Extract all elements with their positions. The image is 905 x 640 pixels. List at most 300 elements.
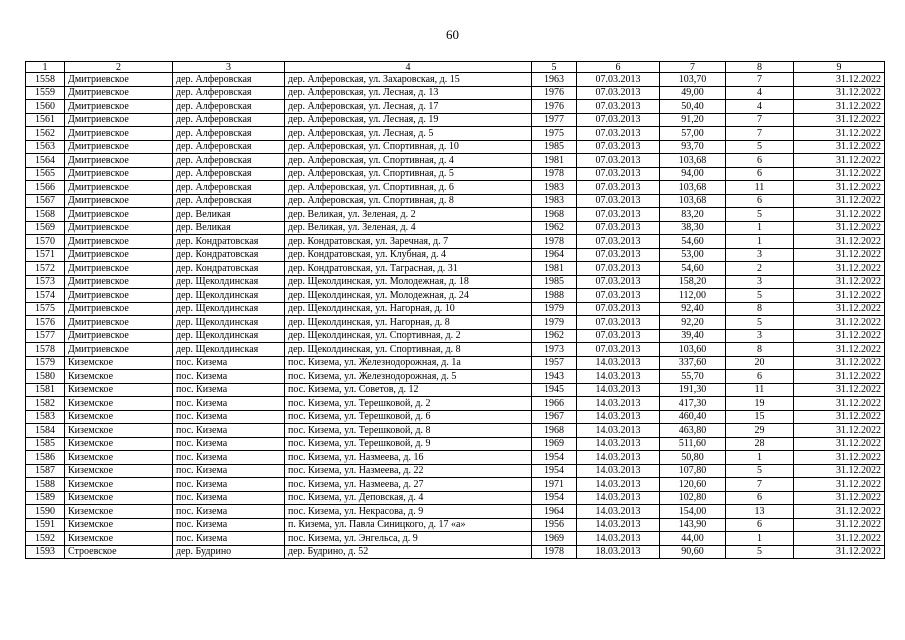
- cell-deadline: 31.12.2022: [794, 370, 885, 384]
- cell-settlement: Дмитриевское: [65, 221, 173, 235]
- cell-date: 07.03.2013: [577, 140, 660, 154]
- cell-date: 07.03.2013: [577, 194, 660, 208]
- table-row: [26, 424, 885, 438]
- cell-number: 1593: [26, 545, 65, 559]
- cell-area: 463,80: [660, 424, 726, 438]
- cell-year: 1983: [532, 194, 577, 208]
- cell-locality: дер. Алферовская: [173, 127, 285, 141]
- cell-address: дер. Алферовская, ул. Лесная, д. 13: [285, 86, 532, 100]
- cell-number: 1590: [26, 505, 65, 519]
- cell-area: 38,30: [660, 221, 726, 235]
- cell-settlement: Дмитриевское: [65, 167, 173, 181]
- cell-area: 103,68: [660, 181, 726, 195]
- cell-deadline: 31.12.2022: [794, 73, 885, 87]
- cell-address: дер. Алферовская, ул. Спортивная, д. 5: [285, 167, 532, 181]
- cell-deadline: 31.12.2022: [794, 181, 885, 195]
- cell-area: 54,60: [660, 262, 726, 276]
- cell-settlement: Строевское: [65, 545, 173, 559]
- cell-area: 50,80: [660, 451, 726, 465]
- cell-deadline: 31.12.2022: [794, 545, 885, 559]
- cell-year: 1968: [532, 208, 577, 222]
- table-row: [26, 113, 885, 127]
- cell-settlement: Дмитриевское: [65, 181, 173, 195]
- cell-residents: 7: [726, 127, 794, 141]
- table-row: [26, 343, 885, 357]
- cell-address: пос. Кизема, ул. Терешковой, д. 6: [285, 410, 532, 424]
- page-number: 60: [446, 27, 459, 42]
- cell-area: 92,40: [660, 302, 726, 316]
- cell-settlement: Дмитриевское: [65, 86, 173, 100]
- cell-area: 417,30: [660, 397, 726, 411]
- cell-residents: 15: [726, 410, 794, 424]
- cell-number: 1580: [26, 370, 65, 384]
- cell-number: 1568: [26, 208, 65, 222]
- cell-area: 50,40: [660, 100, 726, 114]
- table-row: [26, 154, 885, 168]
- cell-deadline: 31.12.2022: [794, 302, 885, 316]
- cell-address: дер. Алферовская, ул. Спортивная, д. 6: [285, 181, 532, 195]
- cell-address: дер. Кондратовская, ул. Тагрaсная, д. 31: [285, 262, 532, 276]
- cell-area: 91,20: [660, 113, 726, 127]
- cell-year: 1964: [532, 248, 577, 262]
- cell-date: 07.03.2013: [577, 73, 660, 87]
- cell-address: пос. Кизема, ул. Назмеева, д. 27: [285, 478, 532, 492]
- cell-year: 1954: [532, 451, 577, 465]
- cell-deadline: 31.12.2022: [794, 289, 885, 303]
- cell-settlement: Киземское: [65, 464, 173, 478]
- cell-number: 1567: [26, 194, 65, 208]
- cell-address: пос. Кизема, ул. Назмеева, д. 16: [285, 451, 532, 465]
- cell-number: 1562: [26, 127, 65, 141]
- cell-date: 14.03.2013: [577, 383, 660, 397]
- cell-address: п. Кизема, ул. Павла Синицкого, д. 17 «а»: [285, 518, 532, 532]
- cell-locality: пос. Кизема: [173, 410, 285, 424]
- cell-settlement: Киземское: [65, 410, 173, 424]
- cell-residents: 1: [726, 532, 794, 546]
- cell-area: 337,60: [660, 356, 726, 370]
- cell-settlement: Дмитриевское: [65, 343, 173, 357]
- cell-locality: пос. Кизема: [173, 370, 285, 384]
- cell-locality: дер. Щеколдинская: [173, 289, 285, 303]
- cell-address: дер. Алферовская, ул. Лесная, д. 5: [285, 127, 532, 141]
- cell-settlement: Дмитриевское: [65, 100, 173, 114]
- table-row: [26, 451, 885, 465]
- table-row: [26, 410, 885, 424]
- cell-date: 07.03.2013: [577, 262, 660, 276]
- cell-area: 93,70: [660, 140, 726, 154]
- cell-date: 07.03.2013: [577, 316, 660, 330]
- column-header: 9: [794, 62, 885, 73]
- cell-address: пос. Кизема, ул. Терешковой, д. 2: [285, 397, 532, 411]
- cell-year: 1968: [532, 424, 577, 438]
- cell-number: 1573: [26, 275, 65, 289]
- cell-residents: 28: [726, 437, 794, 451]
- table-row: [26, 194, 885, 208]
- cell-deadline: 31.12.2022: [794, 100, 885, 114]
- cell-residents: 7: [726, 113, 794, 127]
- cell-address: дер. Щеколдинская, ул. Нагорная, д. 10: [285, 302, 532, 316]
- cell-date: 07.03.2013: [577, 127, 660, 141]
- cell-deadline: 31.12.2022: [794, 221, 885, 235]
- cell-locality: пос. Кизема: [173, 464, 285, 478]
- table-row: [26, 302, 885, 316]
- cell-locality: пос. Кизема: [173, 437, 285, 451]
- cell-date: 07.03.2013: [577, 113, 660, 127]
- cell-locality: дер. Будрино: [173, 545, 285, 559]
- cell-area: 39,40: [660, 329, 726, 343]
- cell-year: 1964: [532, 505, 577, 519]
- cell-residents: 6: [726, 518, 794, 532]
- cell-area: 83,20: [660, 208, 726, 222]
- cell-date: 14.03.2013: [577, 478, 660, 492]
- cell-locality: пос. Кизема: [173, 451, 285, 465]
- cell-area: 154,00: [660, 505, 726, 519]
- cell-deadline: 31.12.2022: [794, 451, 885, 465]
- cell-deadline: 31.12.2022: [794, 113, 885, 127]
- cell-area: 120,60: [660, 478, 726, 492]
- cell-deadline: 31.12.2022: [794, 410, 885, 424]
- cell-residents: 19: [726, 397, 794, 411]
- cell-settlement: Киземское: [65, 397, 173, 411]
- cell-year: 1969: [532, 437, 577, 451]
- cell-number: 1564: [26, 154, 65, 168]
- cell-number: 1578: [26, 343, 65, 357]
- cell-year: 1956: [532, 518, 577, 532]
- cell-date: 14.03.2013: [577, 356, 660, 370]
- cell-year: 1985: [532, 275, 577, 289]
- cell-locality: дер. Алферовская: [173, 100, 285, 114]
- cell-deadline: 31.12.2022: [794, 464, 885, 478]
- cell-address: дер. Великая, ул. Зеленая, д. 4: [285, 221, 532, 235]
- cell-date: 07.03.2013: [577, 289, 660, 303]
- column-header: 2: [65, 62, 173, 73]
- cell-date: 14.03.2013: [577, 532, 660, 546]
- cell-deadline: 31.12.2022: [794, 437, 885, 451]
- cell-locality: пос. Кизема: [173, 424, 285, 438]
- cell-year: 1977: [532, 113, 577, 127]
- column-header: 1: [26, 62, 65, 73]
- cell-number: 1577: [26, 329, 65, 343]
- cell-locality: дер. Алферовская: [173, 181, 285, 195]
- table-row: [26, 208, 885, 222]
- cell-settlement: Киземское: [65, 451, 173, 465]
- cell-number: 1585: [26, 437, 65, 451]
- cell-settlement: Дмитриевское: [65, 248, 173, 262]
- cell-settlement: Киземское: [65, 356, 173, 370]
- cell-year: 1983: [532, 181, 577, 195]
- cell-residents: 29: [726, 424, 794, 438]
- cell-address: дер. Алферовская, ул. Лесная, д. 17: [285, 100, 532, 114]
- cell-address: дер. Кондратовская, ул. Заречная, д. 7: [285, 235, 532, 249]
- cell-number: 1566: [26, 181, 65, 195]
- cell-residents: 4: [726, 86, 794, 100]
- column-header: 4: [285, 62, 532, 73]
- cell-date: 07.03.2013: [577, 235, 660, 249]
- cell-year: 1963: [532, 73, 577, 87]
- cell-deadline: 31.12.2022: [794, 329, 885, 343]
- cell-area: 191,30: [660, 383, 726, 397]
- cell-locality: дер. Алферовская: [173, 154, 285, 168]
- cell-deadline: 31.12.2022: [794, 532, 885, 546]
- cell-deadline: 31.12.2022: [794, 491, 885, 505]
- cell-locality: дер. Кондратовская: [173, 235, 285, 249]
- cell-number: 1582: [26, 397, 65, 411]
- table-row: [26, 545, 885, 559]
- cell-address: дер. Щеколдинская, ул. Спортивная, д. 2: [285, 329, 532, 343]
- cell-locality: дер. Алферовская: [173, 194, 285, 208]
- cell-residents: 1: [726, 221, 794, 235]
- cell-date: 14.03.2013: [577, 437, 660, 451]
- cell-area: 158,20: [660, 275, 726, 289]
- cell-locality: дер. Кондратовская: [173, 262, 285, 276]
- cell-address: дер. Алферовская, ул. Спортивная, д. 4: [285, 154, 532, 168]
- cell-deadline: 31.12.2022: [794, 194, 885, 208]
- cell-deadline: 31.12.2022: [794, 127, 885, 141]
- column-header: 3: [173, 62, 285, 73]
- cell-year: 1976: [532, 100, 577, 114]
- cell-settlement: Дмитриевское: [65, 289, 173, 303]
- cell-area: 49,00: [660, 86, 726, 100]
- cell-address: дер. Щеколдинская, ул. Спортивная, д. 8: [285, 343, 532, 357]
- cell-locality: дер. Великая: [173, 208, 285, 222]
- cell-deadline: 31.12.2022: [794, 397, 885, 411]
- cell-area: 90,60: [660, 545, 726, 559]
- cell-number: 1569: [26, 221, 65, 235]
- table-row: [26, 491, 885, 505]
- cell-settlement: Киземское: [65, 532, 173, 546]
- cell-number: 1561: [26, 113, 65, 127]
- table-row: [26, 127, 885, 141]
- cell-locality: пос. Кизема: [173, 383, 285, 397]
- cell-address: дер. Алферовская, ул. Спортивная, д. 8: [285, 194, 532, 208]
- cell-settlement: Киземское: [65, 491, 173, 505]
- cell-residents: 5: [726, 140, 794, 154]
- cell-settlement: Киземское: [65, 518, 173, 532]
- cell-deadline: 31.12.2022: [794, 383, 885, 397]
- cell-address: пос. Кизема, ул. Советов, д. 12: [285, 383, 532, 397]
- cell-residents: 13: [726, 505, 794, 519]
- cell-address: пос. Кизема, ул. Железнодорожная, д. 5: [285, 370, 532, 384]
- cell-date: 07.03.2013: [577, 302, 660, 316]
- cell-number: 1560: [26, 100, 65, 114]
- table-row: [26, 262, 885, 276]
- cell-date: 14.03.2013: [577, 397, 660, 411]
- table-row: [26, 275, 885, 289]
- cell-area: 103,68: [660, 154, 726, 168]
- cell-residents: 6: [726, 154, 794, 168]
- cell-date: 07.03.2013: [577, 329, 660, 343]
- cell-locality: дер. Щеколдинская: [173, 275, 285, 289]
- cell-date: 07.03.2013: [577, 221, 660, 235]
- cell-residents: 6: [726, 491, 794, 505]
- cell-number: 1574: [26, 289, 65, 303]
- cell-date: 14.03.2013: [577, 464, 660, 478]
- table-row: [26, 316, 885, 330]
- cell-settlement: Дмитриевское: [65, 73, 173, 87]
- cell-year: 1979: [532, 302, 577, 316]
- cell-year: 1945: [532, 383, 577, 397]
- table-row: [26, 518, 885, 532]
- cell-date: 14.03.2013: [577, 518, 660, 532]
- cell-date: 07.03.2013: [577, 86, 660, 100]
- cell-address: пос. Кизема, ул. Терешковой, д. 9: [285, 437, 532, 451]
- cell-settlement: Дмитриевское: [65, 140, 173, 154]
- column-header: 8: [726, 62, 794, 73]
- cell-settlement: Киземское: [65, 505, 173, 519]
- cell-residents: 4: [726, 100, 794, 114]
- cell-year: 1967: [532, 410, 577, 424]
- cell-area: 102,80: [660, 491, 726, 505]
- cell-deadline: 31.12.2022: [794, 343, 885, 357]
- cell-area: 92,20: [660, 316, 726, 330]
- cell-settlement: Дмитриевское: [65, 194, 173, 208]
- cell-area: 94,00: [660, 167, 726, 181]
- cell-address: пос. Кизема, ул. Энгельса, д. 9: [285, 532, 532, 546]
- cell-locality: дер. Алферовская: [173, 167, 285, 181]
- cell-year: 1969: [532, 532, 577, 546]
- table-row: [26, 532, 885, 546]
- cell-residents: 3: [726, 248, 794, 262]
- cell-residents: 6: [726, 194, 794, 208]
- cell-residents: 5: [726, 208, 794, 222]
- cell-settlement: Дмитриевское: [65, 235, 173, 249]
- cell-settlement: Киземское: [65, 424, 173, 438]
- cell-number: 1572: [26, 262, 65, 276]
- cell-year: 1962: [532, 221, 577, 235]
- cell-deadline: 31.12.2022: [794, 424, 885, 438]
- table-row: [26, 397, 885, 411]
- cell-area: 103,70: [660, 73, 726, 87]
- cell-locality: пос. Кизема: [173, 478, 285, 492]
- cell-year: 1976: [532, 86, 577, 100]
- cell-area: 54,60: [660, 235, 726, 249]
- cell-residents: 7: [726, 73, 794, 87]
- cell-year: 1943: [532, 370, 577, 384]
- table-row: [26, 235, 885, 249]
- cell-date: 14.03.2013: [577, 370, 660, 384]
- cell-residents: 3: [726, 329, 794, 343]
- cell-year: 1978: [532, 167, 577, 181]
- cell-address: дер. Будрино, д. 52: [285, 545, 532, 559]
- cell-locality: дер. Великая: [173, 221, 285, 235]
- cell-year: 1962: [532, 329, 577, 343]
- cell-address: дер. Кондратовская, ул. Клубная, д. 4: [285, 248, 532, 262]
- cell-number: 1571: [26, 248, 65, 262]
- cell-residents: 1: [726, 451, 794, 465]
- cell-locality: пос. Кизема: [173, 532, 285, 546]
- table-row: [26, 167, 885, 181]
- column-header: 5: [532, 62, 577, 73]
- cell-deadline: 31.12.2022: [794, 275, 885, 289]
- cell-settlement: Киземское: [65, 383, 173, 397]
- cell-locality: дер. Алферовская: [173, 140, 285, 154]
- cell-date: 07.03.2013: [577, 181, 660, 195]
- cell-address: дер. Алферовская, ул. Лесная, д. 19: [285, 113, 532, 127]
- table-row: [26, 86, 885, 100]
- cell-settlement: Дмитриевское: [65, 208, 173, 222]
- cell-deadline: 31.12.2022: [794, 478, 885, 492]
- cell-area: 44,00: [660, 532, 726, 546]
- cell-date: 07.03.2013: [577, 167, 660, 181]
- cell-area: 143,90: [660, 518, 726, 532]
- cell-date: 14.03.2013: [577, 505, 660, 519]
- cell-residents: 3: [726, 275, 794, 289]
- table-row: [26, 356, 885, 370]
- cell-date: 14.03.2013: [577, 410, 660, 424]
- cell-number: 1592: [26, 532, 65, 546]
- table-row: [26, 221, 885, 235]
- cell-residents: 6: [726, 167, 794, 181]
- cell-address: дер. Алферовская, ул. Захаровская, д. 15: [285, 73, 532, 87]
- cell-number: 1583: [26, 410, 65, 424]
- cell-area: 460,40: [660, 410, 726, 424]
- cell-area: 57,00: [660, 127, 726, 141]
- cell-area: 107,80: [660, 464, 726, 478]
- cell-year: 1954: [532, 491, 577, 505]
- table-row: [26, 478, 885, 492]
- cell-number: 1559: [26, 86, 65, 100]
- cell-residents: 8: [726, 343, 794, 357]
- table-row: [26, 140, 885, 154]
- cell-deadline: 31.12.2022: [794, 262, 885, 276]
- cell-settlement: Дмитриевское: [65, 154, 173, 168]
- cell-number: 1558: [26, 73, 65, 87]
- cell-locality: дер. Щеколдинская: [173, 343, 285, 357]
- cell-address: дер. Щеколдинская, ул. Молодежная, д. 24: [285, 289, 532, 303]
- table-row: [26, 73, 885, 87]
- cell-locality: дер. Алферовская: [173, 113, 285, 127]
- cell-number: 1589: [26, 491, 65, 505]
- table-row: [26, 437, 885, 451]
- cell-year: 1985: [532, 140, 577, 154]
- cell-residents: 5: [726, 289, 794, 303]
- cell-deadline: 31.12.2022: [794, 86, 885, 100]
- cell-year: 1978: [532, 235, 577, 249]
- cell-address: дер. Щеколдинская, ул. Молодежная, д. 18: [285, 275, 532, 289]
- cell-address: дер. Щеколдинская, ул. Нагорная, д. 8: [285, 316, 532, 330]
- cell-year: 1981: [532, 154, 577, 168]
- cell-settlement: Дмитриевское: [65, 275, 173, 289]
- cell-locality: дер. Щеколдинская: [173, 329, 285, 343]
- cell-number: 1586: [26, 451, 65, 465]
- cell-number: 1587: [26, 464, 65, 478]
- cell-year: 1966: [532, 397, 577, 411]
- cell-number: 1570: [26, 235, 65, 249]
- cell-year: 1975: [532, 127, 577, 141]
- cell-locality: пос. Кизема: [173, 518, 285, 532]
- cell-settlement: Дмитриевское: [65, 127, 173, 141]
- table-row: [26, 370, 885, 384]
- cell-residents: 5: [726, 545, 794, 559]
- cell-date: 07.03.2013: [577, 100, 660, 114]
- cell-date: 07.03.2013: [577, 275, 660, 289]
- cell-address: пос. Кизема, ул. Терешковой, д. 8: [285, 424, 532, 438]
- cell-year: 1973: [532, 343, 577, 357]
- cell-address: дер. Алферовская, ул. Спортивная, д. 10: [285, 140, 532, 154]
- cell-date: 07.03.2013: [577, 343, 660, 357]
- table-row: [26, 464, 885, 478]
- registry-table: [25, 61, 885, 559]
- cell-area: 103,68: [660, 194, 726, 208]
- cell-deadline: 31.12.2022: [794, 518, 885, 532]
- cell-number: 1565: [26, 167, 65, 181]
- cell-year: 1954: [532, 464, 577, 478]
- cell-area: 55,70: [660, 370, 726, 384]
- table-row: [26, 289, 885, 303]
- cell-residents: 6: [726, 370, 794, 384]
- cell-number: 1591: [26, 518, 65, 532]
- cell-year: 1978: [532, 545, 577, 559]
